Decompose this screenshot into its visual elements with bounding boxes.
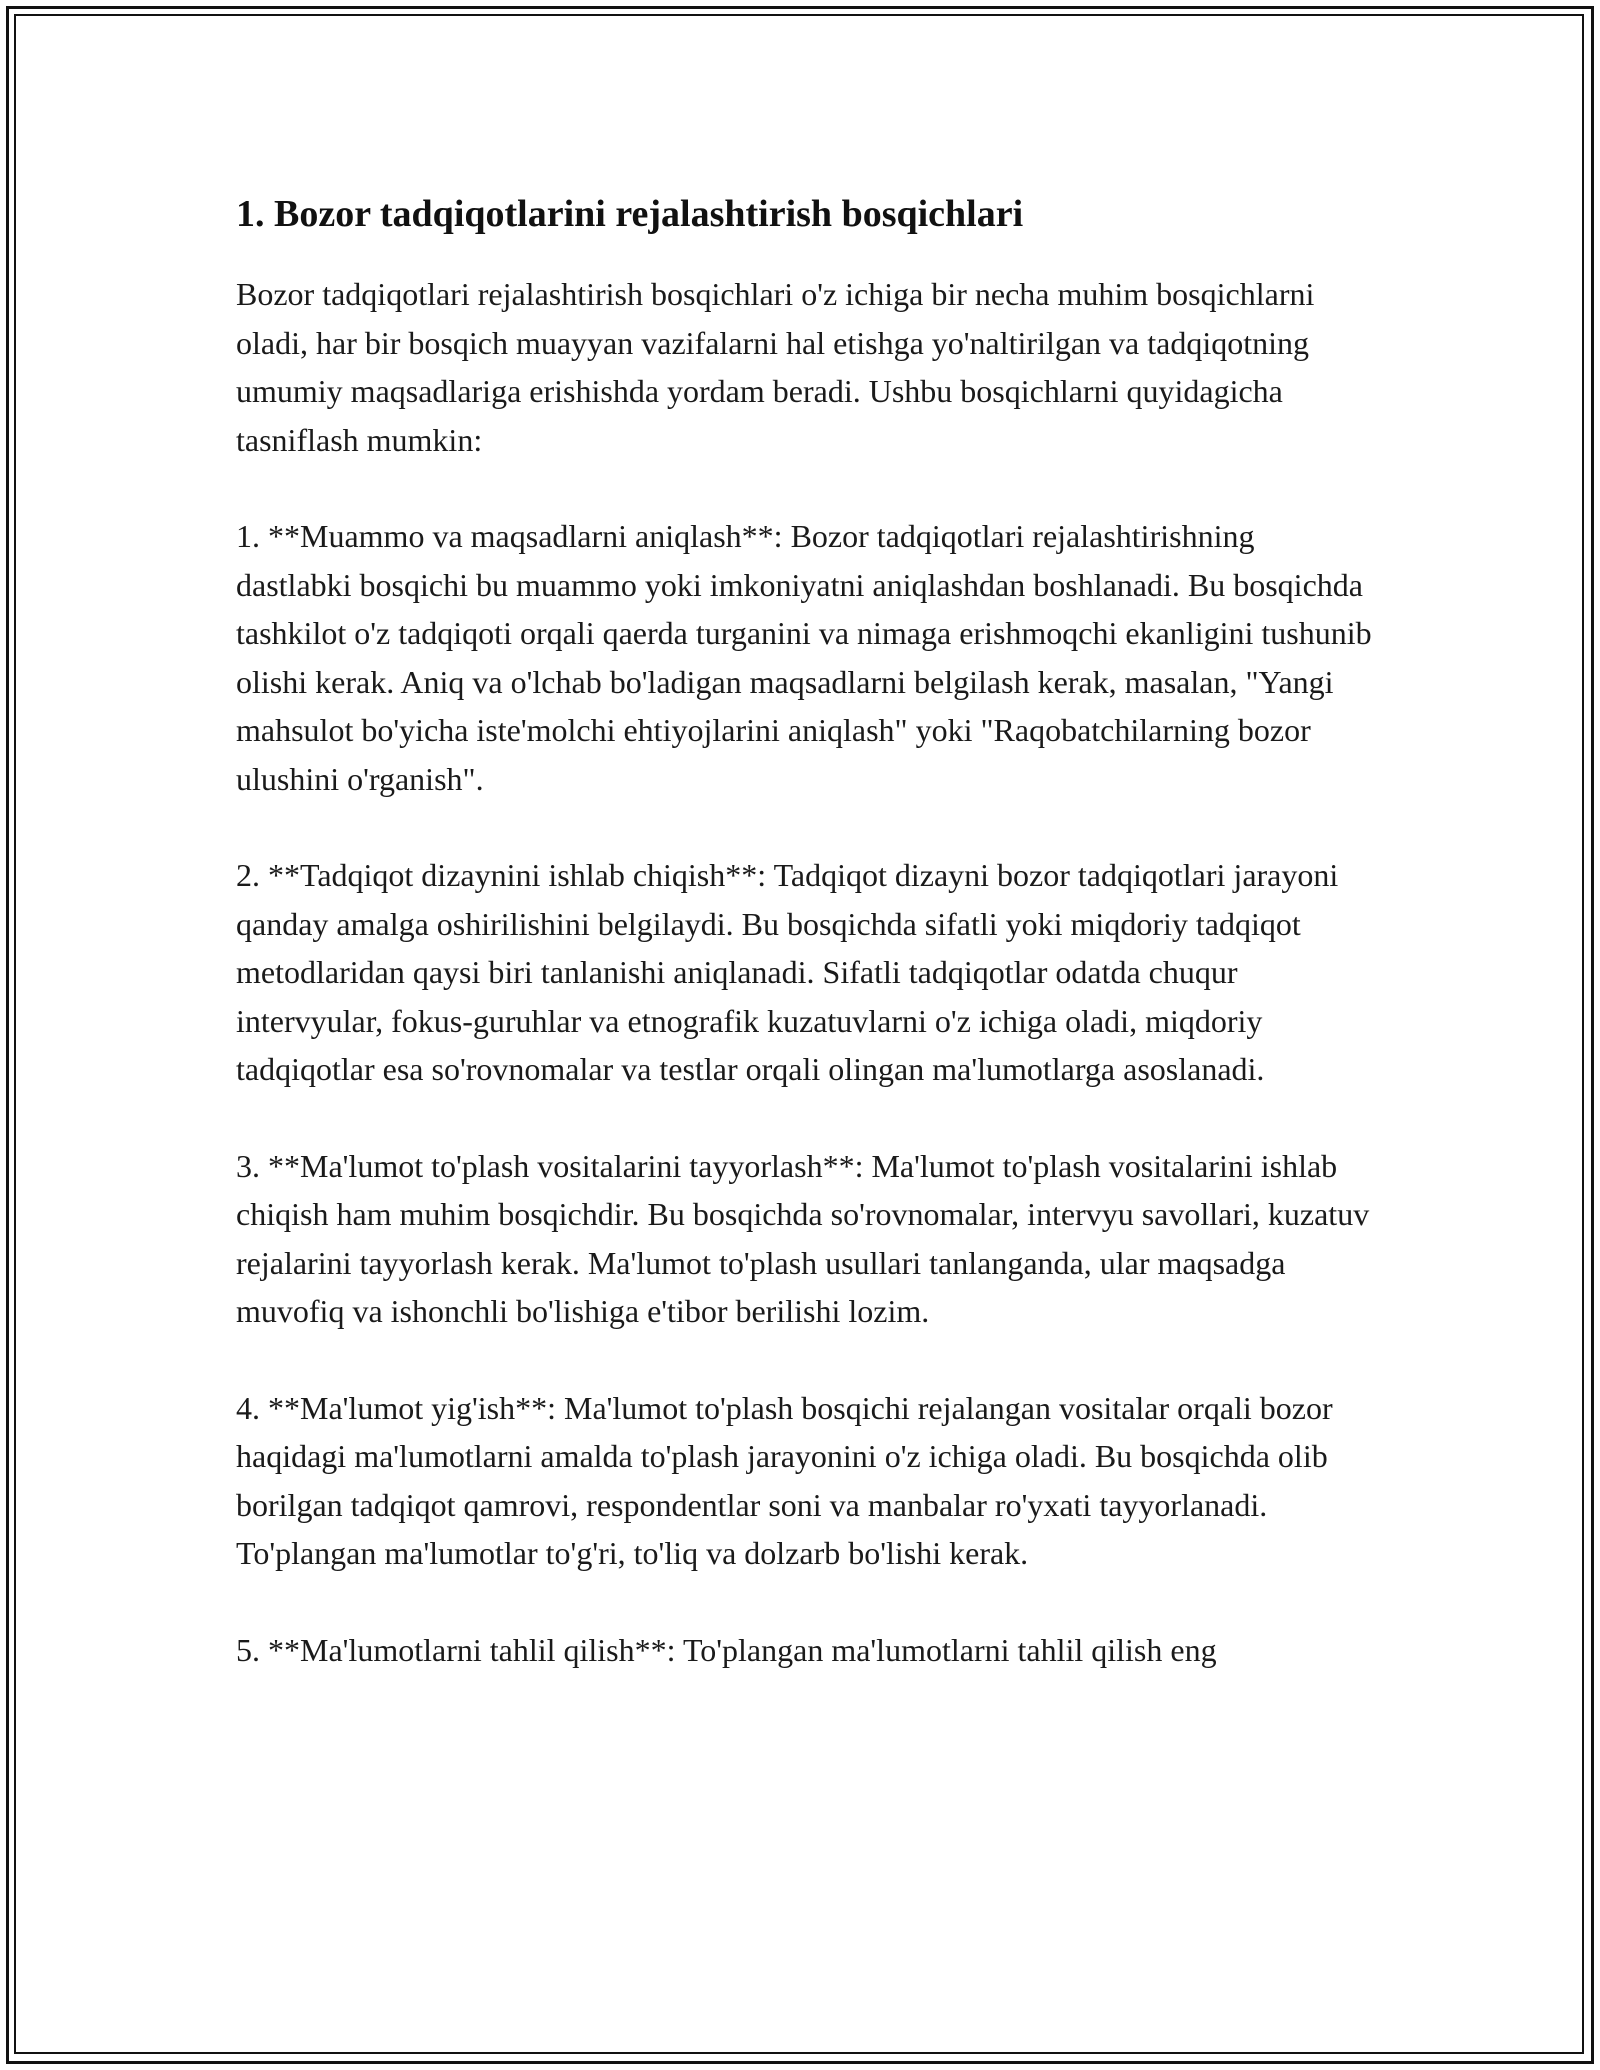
- intro-paragraph: Bozor tadqiqotlari rejalashtirish bosqichlari o'z ichiga bir necha muhim bosqichlarni oladi, har bir bosqich muayyan vazifalarni hal etishga yo'naltirilgan va tadqiqotning umumiy maqsadlariga erishishda yordam beradi. Ushbu bosqichlarni quyidagicha tasniflash mumkin:: [236, 276, 1315, 458]
- section-heading: 1. Bozor tadqiqotlarini rejalashtirish bosqichlari: [236, 193, 1024, 235]
- step-2-paragraph: 2. **Tadqiqot dizaynini ishlab chiqish**: Tadqiqot dizayni bozor tadqiqotlari jarayoni qanday amalga oshirilishini belgilaydi. Bu bosqichda sifatli yoki miqdoriy tadqiqot metodlaridan qaysi biri tanlanishi aniqlanadi. Sifatli tadqiqotlar odatda chuqur intervyular, fokus-guruhlar va etnografik kuzatuvlarni o'z ichiga oladi, miqdoriy tadqiqotlar esa so'rovnomalar va testlar orqali olingan ma'lumotlarga asoslanadi.: [236, 857, 1339, 1087]
- step-3-paragraph: 3. **Ma'lumot to'plash vositalarini tayyorlash**: Ma'lumot to'plash vositalarini ishlab chiqish ham muhim bosqichdir. Bu bosqichda so'rovnomalar, intervyu savollari, kuzatuv rejalarini tayyorlash kerak. Ma'lumot to'plash usullari tanlanganda, ular maqsadga muvofiq va ishonchli bo'lishiga e'tibor berilishi lozim.: [236, 1147, 1370, 1329]
- step-1-paragraph: 1. **Muammo va maqsadlarni aniqlash**: Bozor tadqiqotlari rejalashtirishning dastlabki bosqichi bu muammo yoki imkoniyatni aniqlashdan boshlanadi. Bu bosqichda tashkilot o'z tadqiqoti orqali qaerda turganini va nimaga erishmoqchi ekanligini tushunib olishi kerak. Aniq va o'lchab bo'ladigan maqsadlarni belgilash kerak, masalan, "Yangi mahsulot bo'yicha iste'molchi ehtiyojlarini aniqlash" yoki "Raqobatchilarning bozor ulushini o'rganish".: [236, 518, 1372, 797]
- document-page: [236, 186, 1376, 1674]
- step-4-paragraph: 4. **Ma'lumot yig'ish**: Ma'lumot to'plash bosqichi rejalangan vositalar orqali bozor haqidagi ma'lumotlarni amalda to'plash jarayonini o'z ichiga oladi. Bu bosqichda olib borilgan tadqiqot qamrovi, respondentlar soni va manbalar ro'yxati tayyorlanadi. To'plangan ma'lumotlar to'g'ri, to'liq va dolzarb bo'lishi kerak.: [236, 1389, 1333, 1571]
- step-5-paragraph: 5. **Ma'lumotlarni tahlil qilish**: To'plangan ma'lumotlarni tahlil qilish eng: [236, 1631, 1217, 1668]
